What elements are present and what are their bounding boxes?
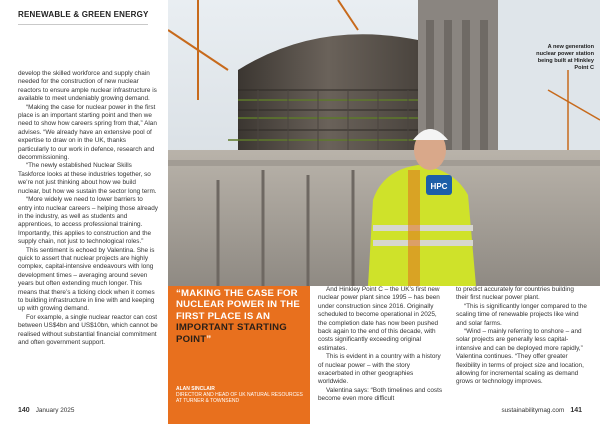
column-2	[318, 286, 444, 404]
footer-right	[501, 407, 582, 414]
helmet-logo-text: HPC	[430, 182, 448, 191]
quote-author-name: ALAN SINCLAIR	[176, 386, 215, 392]
section-tag: RENEWABLE & GREEN ENERGY	[18, 10, 149, 19]
column-1	[18, 70, 158, 347]
site-url[interactable]: sustainabilitymag.com	[501, 407, 565, 414]
paragraph: This sentiment is echoed by Valentina. She is quick to assert that nuclear projects are highly complex, capital-intensive endeavours with long development times – averaging around seven years but often extending much longer. This means that there’s a ticking clock when it comes to building infrastructure in line with and keeping up with growing demand.	[18, 246, 155, 313]
paragraph: to predict accurately for countries building their first nuclear power plant.	[456, 286, 574, 302]
quote-highlight: IMPORTANT STARTING POINT	[176, 322, 287, 345]
photo-caption: A new generation nuclear power station being built at Hinkley Point C	[536, 44, 594, 71]
footer-left	[18, 407, 74, 414]
page-number-right: 141	[570, 407, 582, 414]
hinkley-point-photo	[168, 0, 600, 286]
paragraph: “Wind – mainly referring to onshore – and solar projects are generally less capital-intensive and can be deployed more rapidly,” Valentina continues. “They offer greater flexibility in terms of project size and location, allowing for incremental scaling as demand grows or technology improves.	[456, 328, 584, 386]
pull-quote-text	[176, 288, 308, 345]
issue-date: January 2025	[35, 407, 75, 414]
quote-part-1: “MAKING THE CASE FOR NUCLEAR POWER IN THE FIRST PLACE IS AN	[176, 288, 300, 322]
paragraph: Valentina says: “Both timelines and costs become even more difficult	[318, 386, 443, 403]
paragraph: And Hinkley Point C – the UK’s first new nuclear power plant since 1995 – has been under construction since 2016. Originally scheduled to become operational in 2025, the completion date has now been pushed back again to the end of this decade, with costs significantly exceeding original estimates.	[318, 286, 440, 352]
page-number-left: 140	[18, 407, 30, 414]
paragraph: This is evident in a country with a history of nuclear power – with the story exacerbated in other geographies worldwide.	[318, 353, 441, 386]
pull-quote	[168, 286, 310, 424]
paragraph: “This is significantly longer compared to the scaling time of renewable projects like wind and solar farms.	[456, 302, 587, 327]
paragraph: “Making the case for nuclear power in the first place is an important starting point and then we need to show how careers spring from that,” Alan advises. “We already have an extensive pool of expertise to draw on in the UK, thanks particularly to our work in defence, research and decommissioning.	[18, 103, 157, 162]
paragraph: “More widely we need to lower barriers to entry into nuclear careers – helping those already in the industry, as well as students and apprentices, to access professional training. Importantly, this applies to construction and the supply chain, not just to technological roles.”	[18, 196, 158, 246]
quote-attribution	[176, 386, 308, 405]
section-divider	[18, 24, 148, 25]
column-3	[456, 286, 588, 387]
quote-part-3: ”	[206, 333, 212, 345]
quote-author-role: DIRECTOR AND HEAD OF UK NATURAL RESOURCES AT TURNER & TOWNSEND	[176, 392, 303, 405]
paragraph: “The newly established Nuclear Skills Taskforce looks at these industries together, so we’re not just thinking about how we build nuclear, but how we sustain the sector long term.	[18, 162, 157, 195]
paragraph: For example, a single nuclear reactor can cost between US$4bn and US$10bn, which cannot be realised without substantial financial commitment and often government support.	[18, 313, 158, 346]
paragraph: develop the skilled workforce and supply chain needed for the construction of new nuclear reactors to ensure ample nuclear infrastructure is available to meet undeniably growing demand.	[18, 70, 157, 103]
